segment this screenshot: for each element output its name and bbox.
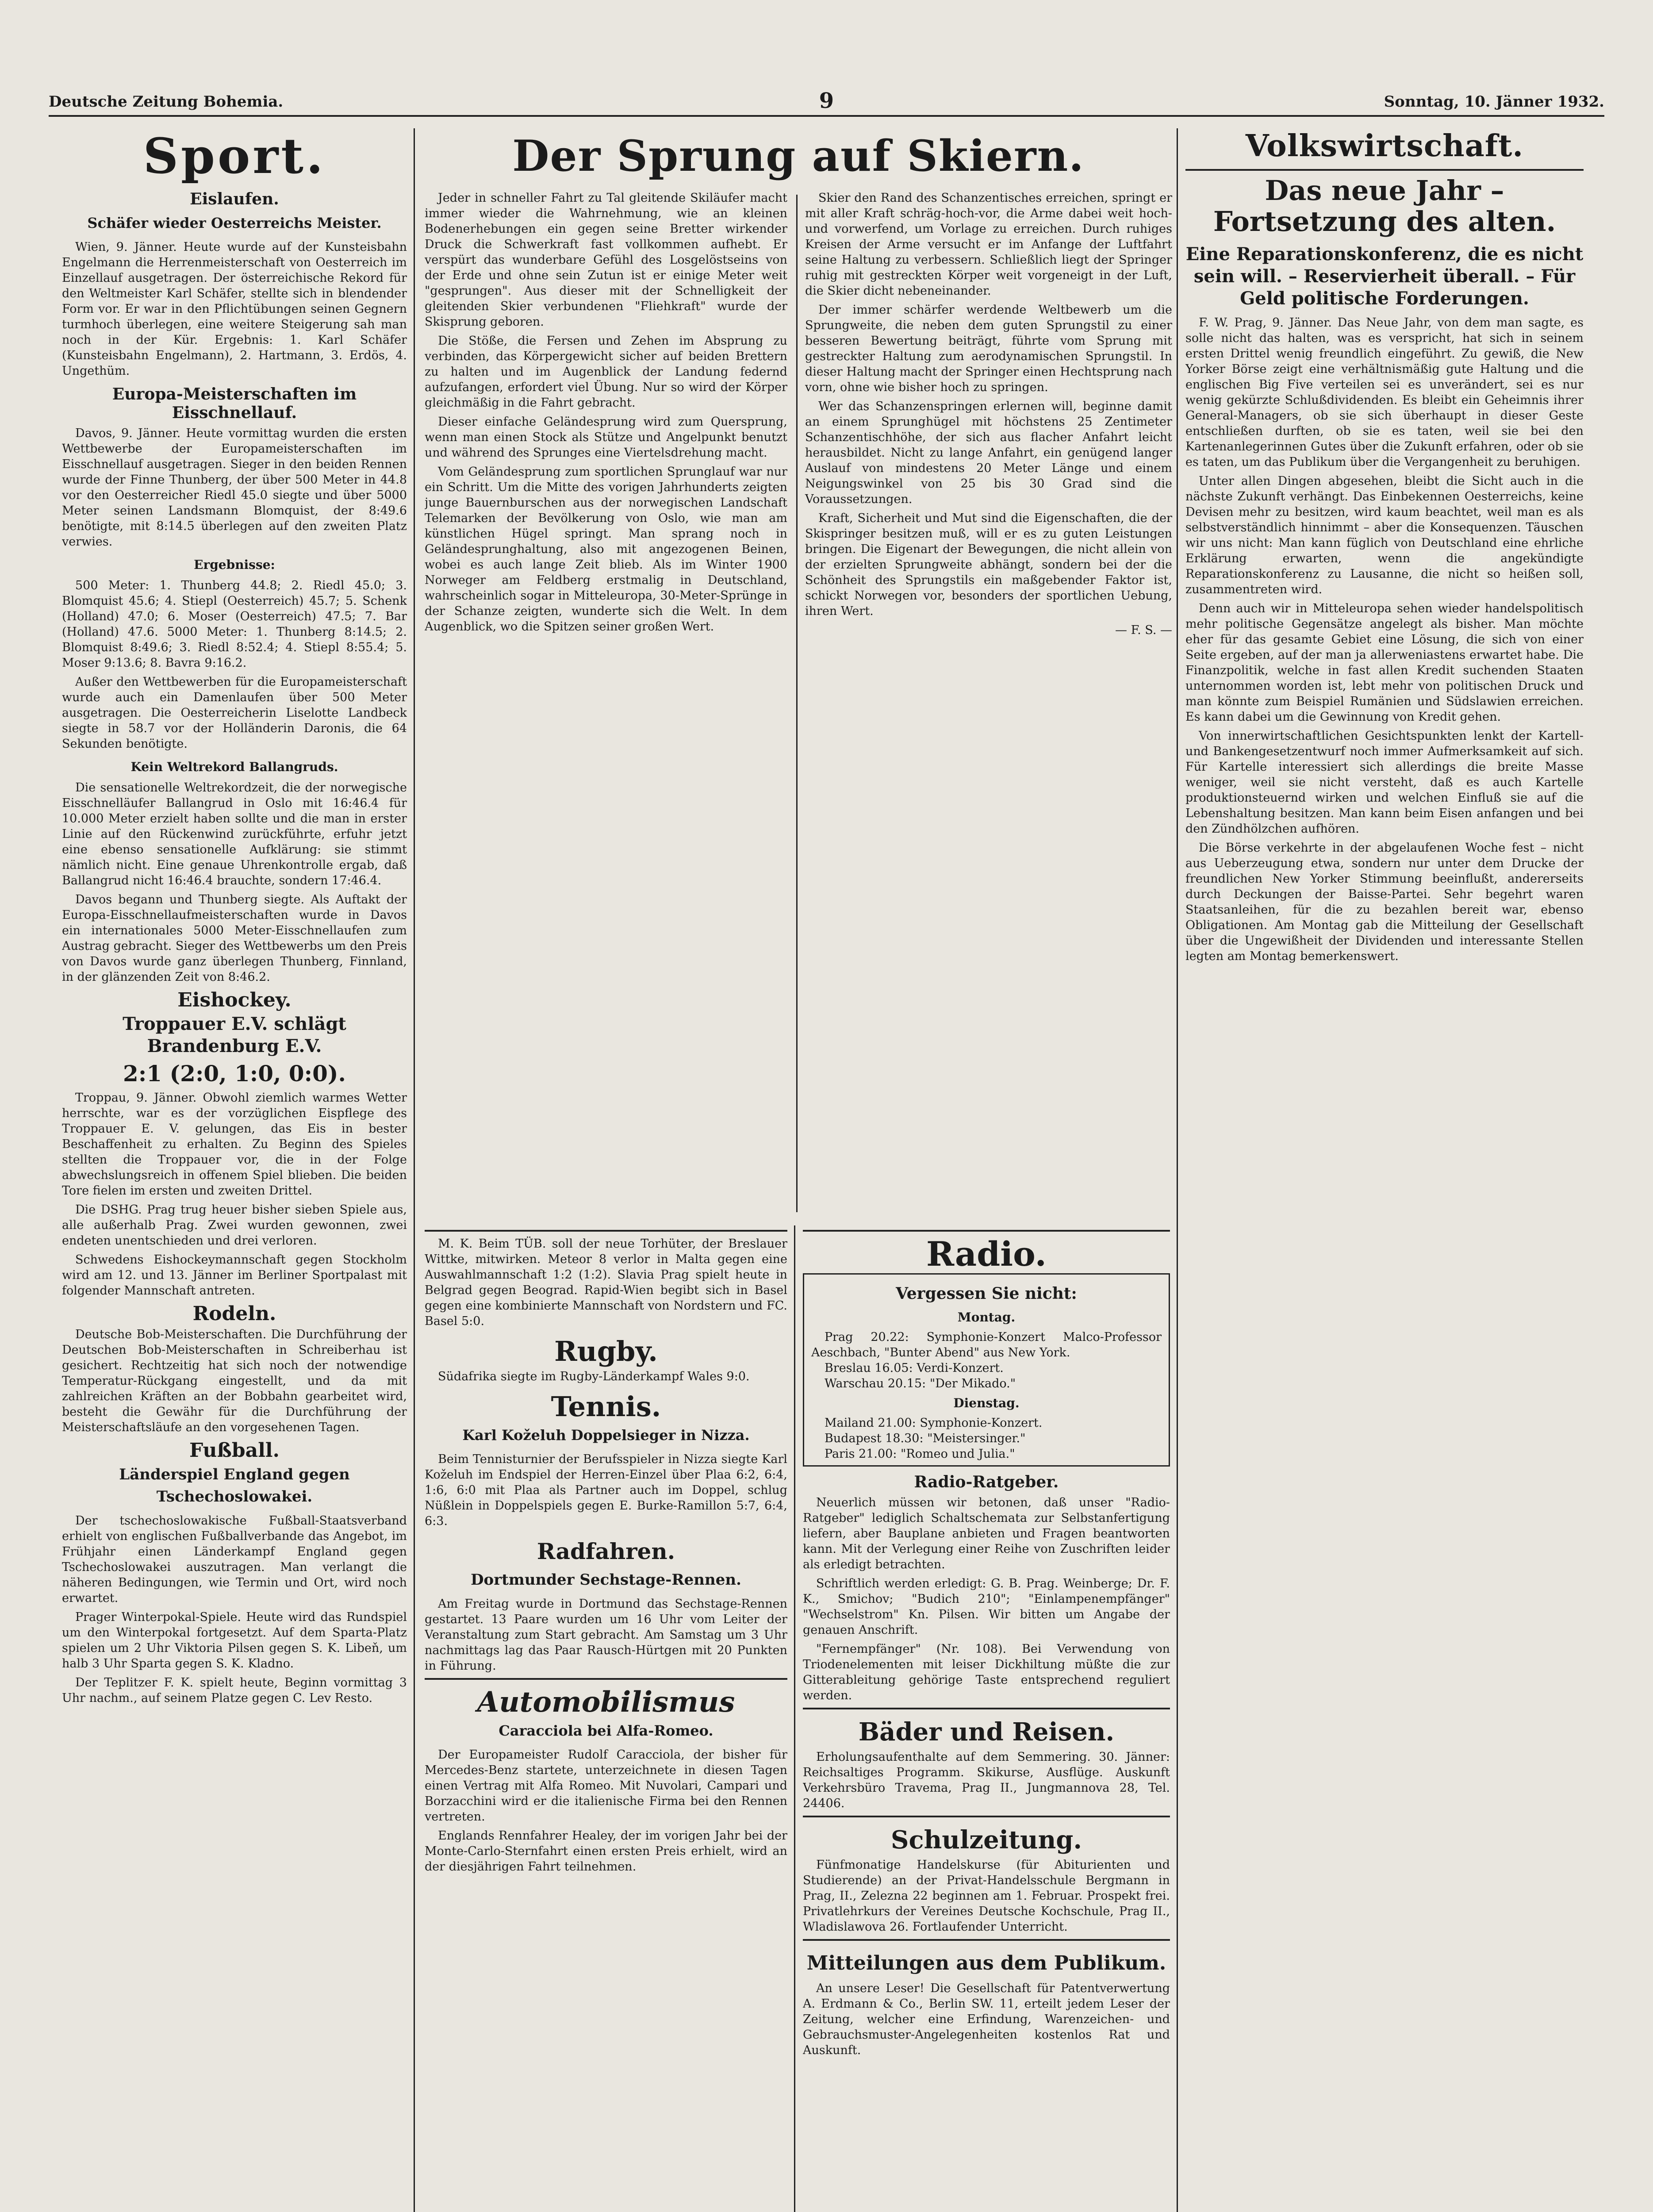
volk-subheading: Eine Reparationskonferenz, die es nicht sein will. – Reservierheit überall. – Für Geld politische Forderungen.: [1185, 244, 1584, 309]
eislaufen-subheading: Schäfer wieder Oesterreichs Meister.: [87, 215, 382, 231]
dshg-text: Die DSHG. Prag trug heuer bisher sieben Spiele aus, alle außerhalb Prag. Zwei wurden gewonnen, zwei endeten unentschieden und drei verloren.: [62, 1203, 407, 1248]
auto-text: Der Europameister Rudolf Caracciola, der bisher für Mercedes-Benz startete, unterzeichnete in diesen Tagen einen Vertrag mit Alfa Romeo. Mit Nuvolari, Campari und Borzacchini wird er die italienische Firma bei den Rennen vertreten.: [425, 1748, 787, 1824]
section-divider: [803, 1708, 1170, 1709]
results-heading: Ergebnisse:: [194, 557, 275, 572]
misc-top-text: M. K. Beim TÜB. soll der neue Torhüter, der Breslauer Wittke, mitwirken. Meteor 8 verlor in Malta gegen eine Auswahlmannschaft 1:2 (1:2). Slavia Prag spielt heute in Belgrad gegen Beograd. Rapid-Wien begibt sich in Basel gegen eine kombinierte Mannschaft von Nordstern und FC. Basel 5:0.: [425, 1237, 787, 1328]
radfahren-subheading: Dortmunder Sechstage-Rennen.: [471, 1571, 741, 1589]
rodeln-heading: Rodeln.: [192, 1302, 276, 1325]
section-divider: [425, 1678, 787, 1680]
fussball-heading: Fußball.: [189, 1439, 280, 1462]
masthead-page-number: 9: [819, 88, 834, 113]
schul-text: Fünfmonatige Handelskurse (für Abiturienten und Studierende) an der Privat-Handelsschule Bergmann in Prag, II., Zelezna 22 beginnen am 1. Februar. Prospekt frei. Privatlehrkurs der Vereines Deutsche Kochschule, Prag II., Wladislawova 26. Fortlaufender Unterricht.: [803, 1858, 1170, 1934]
radfahren-heading: Radfahren.: [537, 1538, 675, 1564]
rugby-text: Südafrika siegte im Rugby-Länderkampf Wales 9:0.: [438, 1370, 750, 1383]
auto-text-2: Englands Rennfahrer Healey, der im vorigen Jahr bei der Monte-Carlo-Sternfahrt einen ersten Preis erhielt, wird an der diesjährigen Fahrt teilnehmen.: [425, 1829, 787, 1874]
masthead-paper-name: Deutsche Zeitung Bohemia.: [49, 93, 284, 111]
davos-text: Davos begann und Thunberg siegte. Als Auftakt der Europa-Eisschnellaufmeisterschaften wurde in Davos ein internationales 5000 Meter-Eisschnellaufen zum Austrag gebracht. Sieger des Wettbewerbs um den Preis von Davos wurde ganz überlegen Thunberg, Finnland, in der glänzenden Zeit von 8:46.2.: [62, 893, 407, 984]
mitteil-text: An unsere Leser! Die Gesellschaft für Patentverwertung A. Erdmann & Co., Berlin SW. 11, erteilt jedem Leser der Zeitung, welcher eine Erfindung, Warenzeichen- und Gebrauchsmuster-Angelegenheiten kostenlos Rat und Auskunft.: [803, 1982, 1170, 2057]
ski-p5: Skier den Rand des Schanzentisches erreichen, springt er mit aller Kraft schräg-hoch-vor, die Arme dabei weit hoch- und vorwerfend, um Vorlage zu erreichen. Durch ruhiges Kreisen der Arme versucht er im Anfange der Luftfahrt seine Haltung zu verbessern. Schließlich liegt der Springer ruhig mit gestreckten Körper weit vorgeneigt in der Luft, die Skier dicht nebeneinander.: [805, 191, 1172, 298]
radio-line: Mailand 21.00: Symphonie-Konzert.: [825, 1416, 1043, 1430]
radio-box-heading: Vergessen Sie nicht:: [896, 1284, 1077, 1303]
rugby-heading: Rugby.: [554, 1335, 658, 1367]
europa-text: Davos, 9. Jänner. Heute vormittag wurden die ersten Wettbewerbe der Europameisterschaften im Eisschnellauf ausgetragen. Sieger in den beiden Rennen wurde der Finne Thunberg, der über 500 Meter in 44.8 vor den Oesterreicher Riedl 45.0 siegte und über 5000 Meter seinen Landsmann Blomquist, der 8:49.6 benötigte, mit 8:14.5 überlegen auf den zweiten Platz verwies.: [62, 426, 407, 549]
ski-signature: — F. S. —: [1115, 623, 1172, 637]
volk-heading: Das neue Jahr – Fortsetzung des alten.: [1213, 174, 1556, 238]
radfahren-text: Am Freitag wurde in Dortmund das Sechstage-Rennen gestartet. 13 Paare wurden um 16 Uhr vom Leiter der Veranstaltung zum Start gebracht. Am Samstag um 3 Uhr nachmittags lag das Paar Rausch-Hürtgen mit 20 Punkten in Führung.: [425, 1597, 787, 1673]
section-divider: [1185, 169, 1584, 171]
eishockey-score: 2:1 (2:0, 1:0, 0:0).: [123, 1060, 346, 1087]
ski-article-col1: [425, 190, 787, 638]
radio-day-tuesday: Dienstag.: [953, 1396, 1020, 1410]
radio-program-box: [803, 1273, 1170, 1467]
radio-line: Warschau 20.15: "Der Mikado.": [825, 1377, 1016, 1390]
auto-subheading: Caracciola bei Alfa-Romeo.: [499, 1722, 713, 1739]
fussball-text: Der tschechoslowakische Fußball-Staatsverband erhielt von englischen Fußballverbande das Angebot, im Frühjahr einen Länderkampf England gegen Tschechoslowakei auszutragen. Man verlangt die näheren Bedingungen, wie Termin und Ort, wird noch erwartet.: [62, 1514, 407, 1605]
weltrekord-text: Die sensationelle Weltrekordzeit, die der norwegische Eisschnelläufer Ballangrud in Oslo mit 16:46.4 für 10.000 Meter erzielt haben sollte und die man in erster Linie auf den Rückenwind zurückführte, erfuhr jetzt eine ebenso sensationelle Aufklärung: sie stimmt nämlich nicht. Eine genaue Uhrenkontrolle ergab, daß Ballangrud nicht 16:46.4 brauchte, sondern 17:46.4.: [62, 781, 407, 887]
ski-p2: Die Stöße, die Fersen und Zehen im Absprung zu verbinden, das Körpergewicht sicher auf beiden Brettern zu halten und im Augenblick der Landung federnd aufzufangen, erfordert viel Übung. Nur so wird der Körper gleichmäßig in die Fahrt gebracht.: [425, 334, 787, 410]
europa-heading: Europa-Meisterschaften im Eisschnellauf.: [112, 385, 357, 422]
masthead: [49, 88, 1604, 117]
tennis-subheading: Karl Koželuh Doppelsieger in Nizza.: [462, 1427, 750, 1444]
section-divider: [803, 1230, 1170, 1232]
tennis-heading: Tennis.: [551, 1390, 661, 1423]
weltrekord-heading: Kein Weltrekord Ballangruds.: [130, 760, 338, 774]
radio-line: Budapest 18.30: "Meistersinger.": [825, 1432, 1026, 1445]
automobilismus-heading: Automobilismus: [477, 1686, 735, 1719]
mitteil-heading: Mitteilungen aus dem Publikum.: [806, 1952, 1166, 1974]
ski-p7: Wer das Schanzenspringen erlernen will, beginne damit an einem Sprunghügel mit höchstens 25 Zentimeter Schanzentischhöhe, der sich aus flacher Anfahrt leicht herausbildet. Nicht zu lange Anfahrt, ein genügend langer Auslauf von mindestens 20 Meter Länge und einem Neigungswinkel von 25 bis 30 Grad sind die Voraussetzungen.: [805, 399, 1172, 506]
ski-p8: Kraft, Sicherheit und Mut sind die Eigenschaften, die der Skispringer besitzen muß, will er es zu guten Leistungen bringen. Die Eigenart der Bewegungen, die nicht allein von der erzielten Sprungweite abhängt, sondern bei der die Schönheit des Sprungstils ein maßgebender Faktor ist, schickt Norwegen vor, besonders der sportlichen Uebung, ihren Wert.: [805, 511, 1172, 618]
radio-line: Prag 20.22: Symphonie-Konzert Malco-Professor Aeschbach, "Bunter Abend" aus New York.: [811, 1330, 1162, 1359]
ratgeber-text-2: Schriftlich werden erledigt: G. B. Prag. Weinberge; Dr. F. K., Smichov; "Budich 210"; "Einlampenempfänger" "Wechselstrom" Kn. Pilsen. Wir bitten um Angabe der genauen Anschrift.: [803, 1577, 1170, 1637]
tennis-text: Beim Tennisturnier der Berufsspieler in Nizza siegte Karl Koželuh im Endspiel der Herren-Einzel über Plaa 6:2, 6:4, 1:6, 6:0 mit Plaa als Partner auch im Doppel, schlug Nüßlein in Doppelspiels gegen E. Burke-Ramillon 5:7, 6:4, 6:3.: [425, 1452, 787, 1528]
ski-p1: Jeder in schneller Fahrt zu Tal gleitende Skiläufer macht immer wieder die Wahrnehmung, wie an kleinen Bodenerhebungen ein gegen seine Bretter wirkender Druck die Schwerkraft fast vollkommen aufhebt. Er verspürt das wunderbare Gefühl des Losgelöstseins von der Erde und ohne sein Zutun ist er einige Meter weit "gesprungen". Aus dieser mit der Schnelligkeit der gleitenden Skier verbundenen "Fliehkraft" wurde der Skisprung geboren.: [425, 191, 787, 329]
fussball-subheading: Länderspiel England gegen Tschechoslowakei.: [119, 1466, 350, 1505]
eishockey-subheading: Troppauer E.V. schlägt Brandenburg E.V.: [123, 1014, 346, 1056]
radio-day-monday: Montag.: [957, 1310, 1016, 1325]
europa-extra: Außer den Wettbewerben für die Europameisterschaft wurde auch ein Damenlaufen über 500 Meter ausgetragen. Die Oesterreicherin Liselotte Landbeck siegte in 58.7 vor der Holländerin Daronis, die 64 Sekunden benötigte.: [62, 675, 407, 751]
column-rule: [414, 128, 415, 2212]
fern-text: "Fernempfänger" (Nr. 108). Bei Verwendung von Triodenelementen mit leiser Dickhiltung müßte die zur Gitterableitung gehörige Taste entsprechend reguliert werden.: [803, 1642, 1170, 1702]
radio-line: Breslau 16.05: Verdi-Konzert.: [825, 1361, 1004, 1375]
column-rule: [794, 1225, 795, 2212]
ski-article: [425, 128, 1172, 1217]
baeder-heading: Bäder und Reisen.: [858, 1717, 1115, 1747]
ratgeber-text: Neuerlich müssen wir betonen, daß unser "Radio-Ratgeber" lediglich Schaltschemata zur Selbstanfertigung liefern, aber Bauplane anbieten und Fragen beantworten kann. Mit der Verlegung einer Reihe von Zuschriften leider als erledigt betrachten.: [803, 1496, 1170, 1571]
column-rule: [1177, 128, 1178, 2212]
eislaufen-heading: Eislaufen.: [190, 190, 279, 208]
prager-text: Prager Winterpokal-Spiele. Heute wird das Rundspiel um den Winterpokal fortgesetzt. Auf dem Sparta-Platz spielen um 2 Uhr Viktoria Pilsen gegen S. K. Libeň, um halb 3 Uhr Sparta gegen S. K. Kladno.: [62, 1610, 407, 1671]
rodeln-text: Deutsche Bob-Meisterschaften. Die Durchführung der Deutschen Bob-Meisterschaften in Schreiberhau ist gesichert. Rechtzeitig hat sich noch der notwendige Temperatur-Rückgang eingestellt, und da mit zahlreichen Kräften an der Bobbahn gearbeitet wird, besteht die Gewähr für die Durchführung der Meisterschaftsläufe an den vorgesehenen Tagen.: [62, 1328, 407, 1434]
masthead-date: Sonntag, 10. Jänner 1932.: [1384, 93, 1604, 111]
section-divider: [803, 1939, 1170, 1941]
ski-p4: Vom Geländesprung zum sportlichen Sprunglauf war nur ein Schritt. Um die Mitte des vorigen Jahrhunderts zeigten junge Bauernburschen aus der norwegischen Landschaft Telemarken der Bevölkerung von Oslo, wie man am künstlichen Hügel springt. Man sprang noch in Geländesprunghaltung, also mit angezogenen Beinen, wobei es auch lange Zeit blieb. Als im Winter 1900 Norweger am Feldberg erstmalig in Deutschland, wahrscheinlich sogar in Mitteleuropa, 30-Meter-Sprünge in der Schanze zeigten, wunderte sich die Welt. In dem Augenblick, wo die Spitzen seiner großen Wert.: [425, 465, 787, 634]
ski-p3: Dieser einfache Geländesprung wird zum Quersprung, wenn man einen Stock als Stütze und Angelpunkt benutzt und während des Sprunges eine Viertelsdrehung macht.: [425, 415, 787, 460]
misc-sport-column: [425, 1225, 787, 2212]
sport-column: [62, 128, 407, 2212]
ski-article-title: Der Sprung auf Skiern.: [512, 131, 1085, 181]
section-divider: [425, 1230, 787, 1232]
volkswirtschaft-column: [1185, 128, 1584, 2212]
volk-p5: Die Börse verkehrte in der abgelaufenen Woche fest – nicht aus Ueberzeugung etwa, sondern nur unter dem Drucke der freundlichen New Yorker Stimmung beeinflußt, andererseits durch Deckungen der Baisse-Partei. Sehr begehrt waren Staatsanleihen, für die zu bezahlen bereit war, ebenso Obligationen. Am Montag gab die Mitteilung der Gesellschaft über die Ungewißheit der Dividenden und interessante Stellen legten am Montag bemerkenswert.: [1185, 841, 1584, 963]
radio-heading: Radio.: [926, 1234, 1047, 1274]
results-text: 500 Meter: 1. Thunberg 44.8; 2. Riedl 45.0; 3. Blomquist 45.6; 4. Stiepl (Oesterreich) 45.7; 5. Schenk (Holland) 47.0; 6. Moser (Oesterreich) 47.5; 7. Bar (Holland) 47.6. 5000 Meter: 1. Thunberg 8:14.5; 2. Blomquist 8:49.6; 3. Riedl 8:52.4; 4. Stiepl 8:55.4; 5. Moser 9:13.6; 8. Bavra 9:16.2.: [62, 579, 407, 670]
ski-article-col2: [805, 190, 1172, 638]
sport-title: Sport.: [143, 128, 326, 184]
volk-p4: Von innerwirtschaftlichen Gesichtspunkten lenkt der Kartell- und Bankengesetzentwurf noch immer Aufmerksamkeit auf sich. Für Kartelle interessiert sich allerdings die breite Masse weniger, weil sie nicht versteht, daß es auch Kartelle produktionsteuernd wirken und welchen Einfluß sie auf die Lebenshaltung besitzen. Man kann beim Eisen anfangen und bei den Zündhölzchen aufhören.: [1185, 729, 1584, 836]
schul-heading: Schulzeitung.: [891, 1825, 1082, 1855]
ratgeber-heading: Radio-Ratgeber.: [914, 1473, 1059, 1491]
radio-line: Paris 21.00: "Romeo und Julia.": [825, 1447, 1015, 1461]
radio-column: [803, 1225, 1170, 2212]
ski-p6: Der immer schärfer werdende Weltbewerb um die Sprungweite, die neben dem guten Sprungstil zu einer besseren Bewertung beiträgt, führte vom Sprung mit gestreckter Haltung zum aerodynamischen Sprungstil. In dieser Haltung macht der Springer einen Hechtsprung nach vorn, ohne wie bisher hoch zu springen.: [805, 303, 1172, 394]
teplitz-text: Der Teplitzer F. K. spielt heute, Beginn vormittag 3 Uhr nachm., auf seinem Platze gegen C. Lev Resto.: [62, 1676, 407, 1705]
column-rule: [796, 195, 798, 1212]
eislaufen-text: Wien, 9. Jänner. Heute wurde auf der Kunsteisbahn Engelmann die Herrenmeisterschaft von Oesterreich im Einzellauf ausgetragen. Der österreichische Rekord für den Weltmeister Karl Schäfer, stellte sich in blendender Form vor. Er war in den Pflichtübungen seinen Gegnern turmhoch überlegen, eine weitere Steigerung sah man noch in der Kür. Ergebnis: 1. Karl Schäfer (Kunsteisbahn Engelmann), 2. Hartmann, 3. Erdös, 4. Ungethüm.: [62, 240, 407, 378]
baeder-text: Erholungsaufenthalte auf dem Semmering. 30. Jänner: Reichsaltiges Programm. Skikurse, Ausflüge. Auskunft Verkehrsbüro Travema, Prag II., Jungmannova 28, Tel. 24406.: [803, 1750, 1170, 1810]
volk-p3: Denn auch wir in Mitteleuropa sehen wieder handelspolitisch mehr politische Gegensätze angelegt als bisher. Man möchte eher für das gesamte Gebiet eine Lösung, die sich von einer Seite ergeben, auf der man ja allerweniastens erwartet habe. Die Finanzpolitik, welche in fast allen Kredit suchenden Staaten unternommen worden ist, lebt mehr von politischen Druck und man könnte zum Beispiel Rumänien und Südslawien erreichen. Es kann dabei um die Gewinnung von Kredit gehen.: [1185, 602, 1584, 724]
schweden-text: Schwedens Eishockeymannschaft gegen Stockholm wird am 12. und 13. Jänner im Berliner Sportpalast mit folgender Mannschaft antreten.: [62, 1253, 407, 1298]
volk-p2: Unter allen Dingen abgesehen, bleibt die Sicht auch in die nächste Zukunft verhängt. Das Einbekennen Oesterreichs, keine Devisen mehr zu besitzen, wird kaum beachtet, weil man es als selbstverständlich hinnimmt – aber die Konsequenzen. Täuschen wir uns nicht: Man kann füglich von Deutschland eine ehrliche Erklärung erwarten, wenn die angekündigte Reparationskonferenz zu Lausanne, die nicht so heißen soll, zusammentreten wird.: [1185, 474, 1584, 596]
section-divider: [803, 1816, 1170, 1817]
eishockey-heading: Eishockey.: [177, 989, 291, 1011]
eishockey-text: Troppau, 9. Jänner. Obwohl ziemlich warmes Wetter herrschte, war es der vorzüglichen Eispflege des Troppauer E. V. gelungen, das Eis in bester Beschaffenheit zu erhalten. Zu Beginn des Spieles stellten die Troppauer vor, die in der Folge abwechslungsreich in offenem Spiel blieben. Die beiden Tore fielen im ersten und zweiten Drittel.: [62, 1091, 407, 1198]
volk-title: Volkswirtschaft.: [1245, 128, 1524, 164]
volk-p1: F. W. Prag, 9. Jänner. Das Neue Jahr, von dem man sagte, es solle nicht das halten, was es verspricht, hat sich in seinem ersten Drittel wenig freundlich eingeführt. Zu gewiß, die New Yorker Börse zeigt eine verhältnismäßig gute Haltung und die englischen Big Five verteilen sei es unverändert, sei es nur wenig gekürzte Schlußdividenden. Es bleibt ein Geheimnis ihrer General-Managers, ob sie sich überhaupt in dieser Geste entschließen durften, ob sie es taten, weil sie bei den Kartenanlegerinnen Gutes über die Zukunft erfahren, oder ob sie es taten, um das Publikum über die Vergangenheit zu beruhigen.: [1185, 316, 1584, 469]
